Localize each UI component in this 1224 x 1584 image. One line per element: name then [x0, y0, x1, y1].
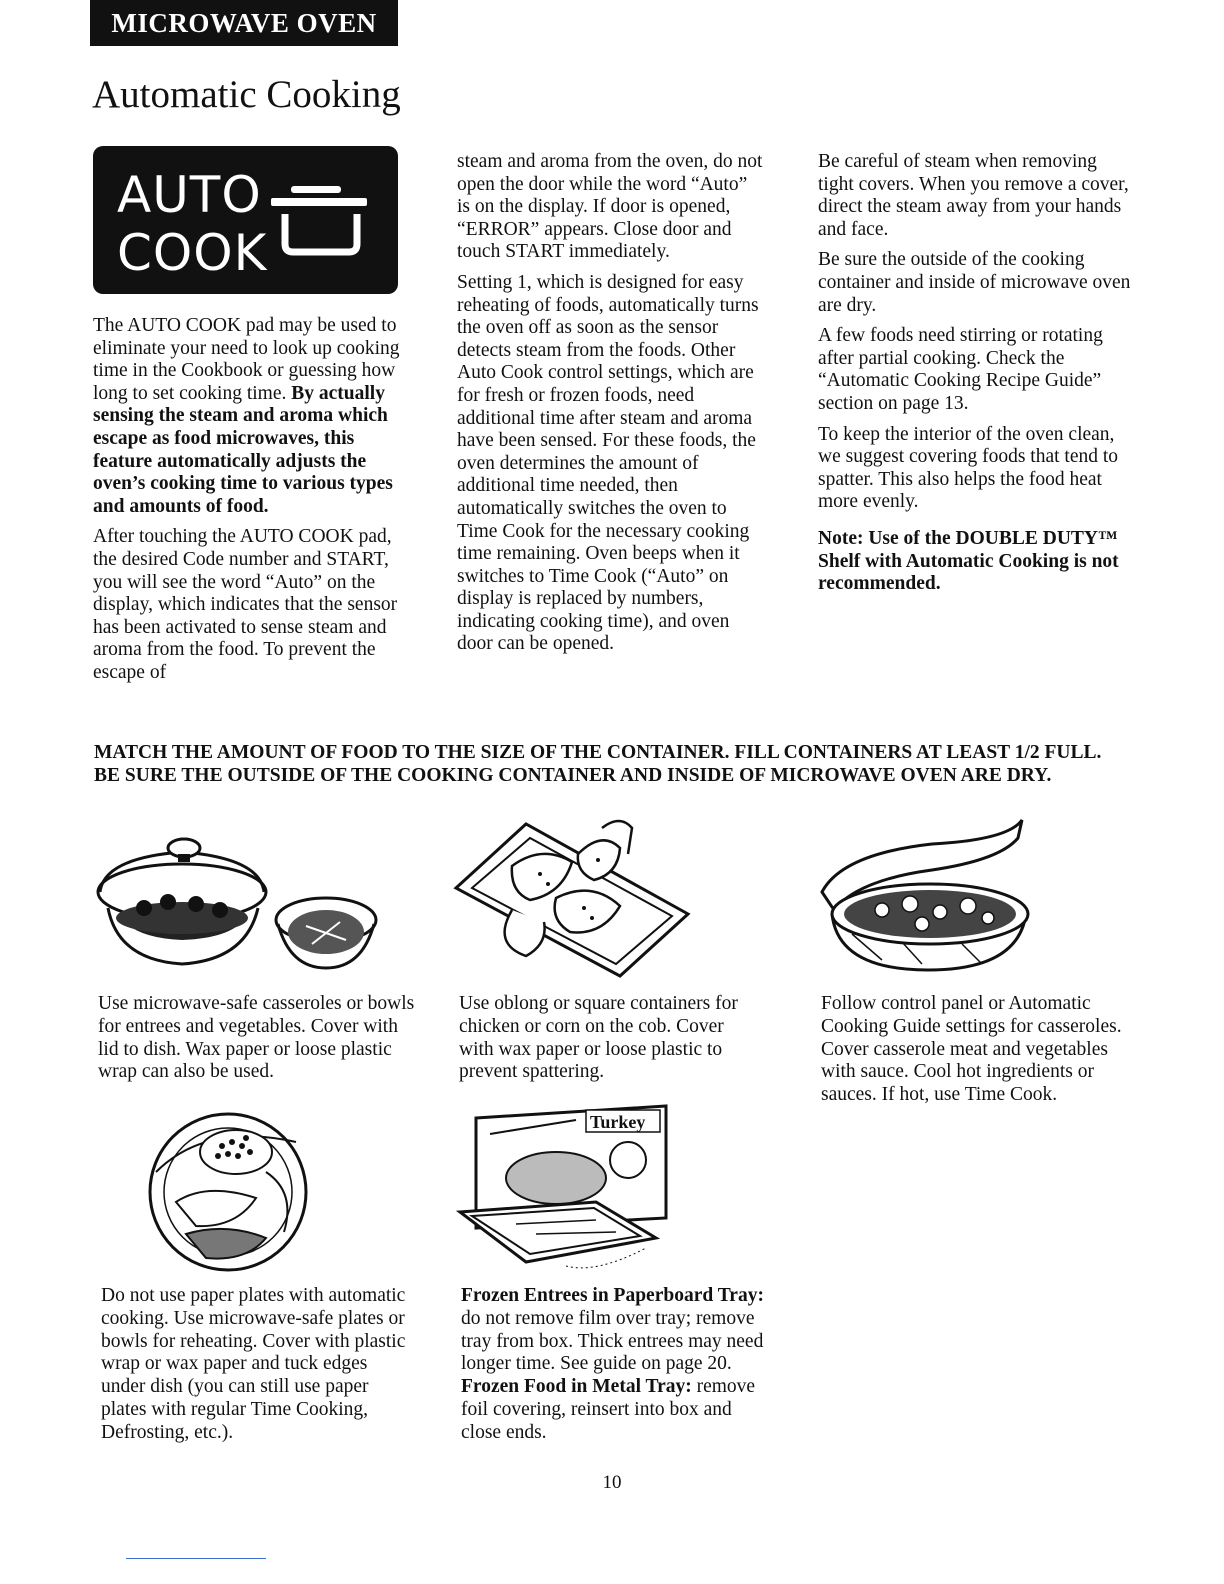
stirring-paragraph: A few foods need stirring or rotating after partial cooking. Check the “Automatic Cooking Recipe Guide” section on page 13.	[818, 325, 1103, 414]
column-1	[93, 315, 408, 693]
page-number: 10	[602, 1472, 622, 1493]
auto-display-paragraph: After touching the AUTO COOK pad, the desired Code number and START, you will see the word “Auto” on the display, which indicates that the sensor has been activated to sense steam and aroma from the food. To prevent the escape of	[93, 526, 398, 683]
auto-cook-display	[93, 146, 398, 294]
covering-paragraph: To keep the interior of the oven clean, we suggest covering foods that tend to spatter. This also helps the food heat more evenly.	[818, 423, 1119, 513]
note-paragraph: Note: Use of the DOUBLE DUTY™ Shelf with Automatic Cooking is not recommended.	[818, 527, 1119, 595]
chicken-caption: Use oblong or square containers for chicken or corn on the cob. Cover with wax paper or loose plastic to prevent spattering.	[459, 993, 738, 1083]
covered-casserole-illustration	[94, 828, 384, 988]
page-title: Automatic Cooking	[92, 73, 401, 116]
intro-text: The AUTO COOK pad may be used to eliminate your need to look up cooking time in the Cookbook or guessing how long to set cooking time.	[93, 315, 400, 404]
turkey-box-label: Turkey	[590, 1112, 646, 1132]
setting-paragraph: Setting 1, which is designed for easy reheating of foods, automatically turns the oven off as soon as the sensor detects steam from the foods. Other Auto Cook control settings, which are for fresh or frozen foods, need additional time after steam and aroma have been sensed. For these foods, the oven determines the amount of additional time needed, then automatically switches the oven to Time Cook for the necessary cooking time remaining. Oven beeps when it switches to Time Cook (“Auto” on display is replaced by numbers, indicating cooking time), and oven door can be opened.	[457, 271, 759, 655]
plate-caption: Do not use paper plates with automatic cooking. Use microwave-safe plates or bowls for reheating. Cover with plastic wrap or wax paper and tuck edges under dish (you can still use paper plates with regular Time Cooking, Defrosting, etc.).	[101, 1285, 406, 1443]
casserole-icon	[271, 186, 371, 266]
auto-label: AUTO	[117, 166, 262, 224]
warning-line-2: BE SURE THE OUTSIDE OF THE COOKING CONTAINER AND INSIDE OF MICROWAVE OVEN ARE DRY.	[94, 765, 1052, 786]
column-2	[457, 151, 765, 664]
frozen-entree-illustration	[456, 1098, 676, 1280]
intro-paragraph	[93, 315, 408, 518]
frozen-metal-heading: Frozen Food in Metal Tray:	[461, 1376, 692, 1398]
bowl-caption: Follow control panel or Automatic Cooking Guide settings for casseroles. Cover casserole meat and vegetables with sauce. Cool hot ingredients or sauces. If hot, use Time Cook.	[821, 993, 1122, 1106]
covered-bowl-illustration	[812, 814, 1052, 974]
frozen-metal-text: remove foil covering, reinsert into box and close ends.	[461, 1376, 756, 1443]
covered-plate-illustration	[146, 1102, 316, 1282]
frozen-paperboard-heading: Frozen Entrees in Paperboard Tray:	[461, 1285, 764, 1306]
intro-bold-text: By actually sensing the steam and aroma which escape as food microwaves, this feature automatically adjusts the oven’s cooking time to various types and amounts of food.	[93, 382, 393, 517]
section-banner: MICROWAVE OVEN	[90, 0, 398, 46]
steam-paragraph: Be careful of steam when removing tight covers. When you remove a cover, direct the steam away from your hands and face.	[818, 151, 1129, 240]
warning-line-1: MATCH THE AMOUNT OF FOOD TO THE SIZE OF THE CONTAINER. FILL CONTAINERS AT LEAST 1/2 FULL.	[94, 742, 1102, 763]
dry-paragraph: Be sure the outside of the cooking container and inside of microwave oven are dry.	[818, 249, 1131, 316]
door-paragraph: steam and aroma from the oven, do not open the door while the word “Auto” is on the display. If door is opened, “ERROR” appears. Close door and touch START immediately.	[457, 151, 763, 263]
footer-divider	[126, 1558, 266, 1559]
frozen-entree-caption	[461, 1285, 771, 1445]
casserole-caption: Use microwave-safe casseroles or bowls for entrees and vegetables. Cover with lid to dish. Wax paper or loose plastic wrap can also be used.	[98, 993, 415, 1083]
column-3	[818, 151, 1136, 604]
cook-label: COOK	[117, 224, 268, 282]
chicken-dish-illustration	[452, 814, 692, 984]
frozen-paperboard-text: do not remove film over tray; remove tray from box. Thick entrees may need longer time. See guide on page 20.	[461, 1307, 764, 1375]
container-warning	[94, 741, 1154, 787]
